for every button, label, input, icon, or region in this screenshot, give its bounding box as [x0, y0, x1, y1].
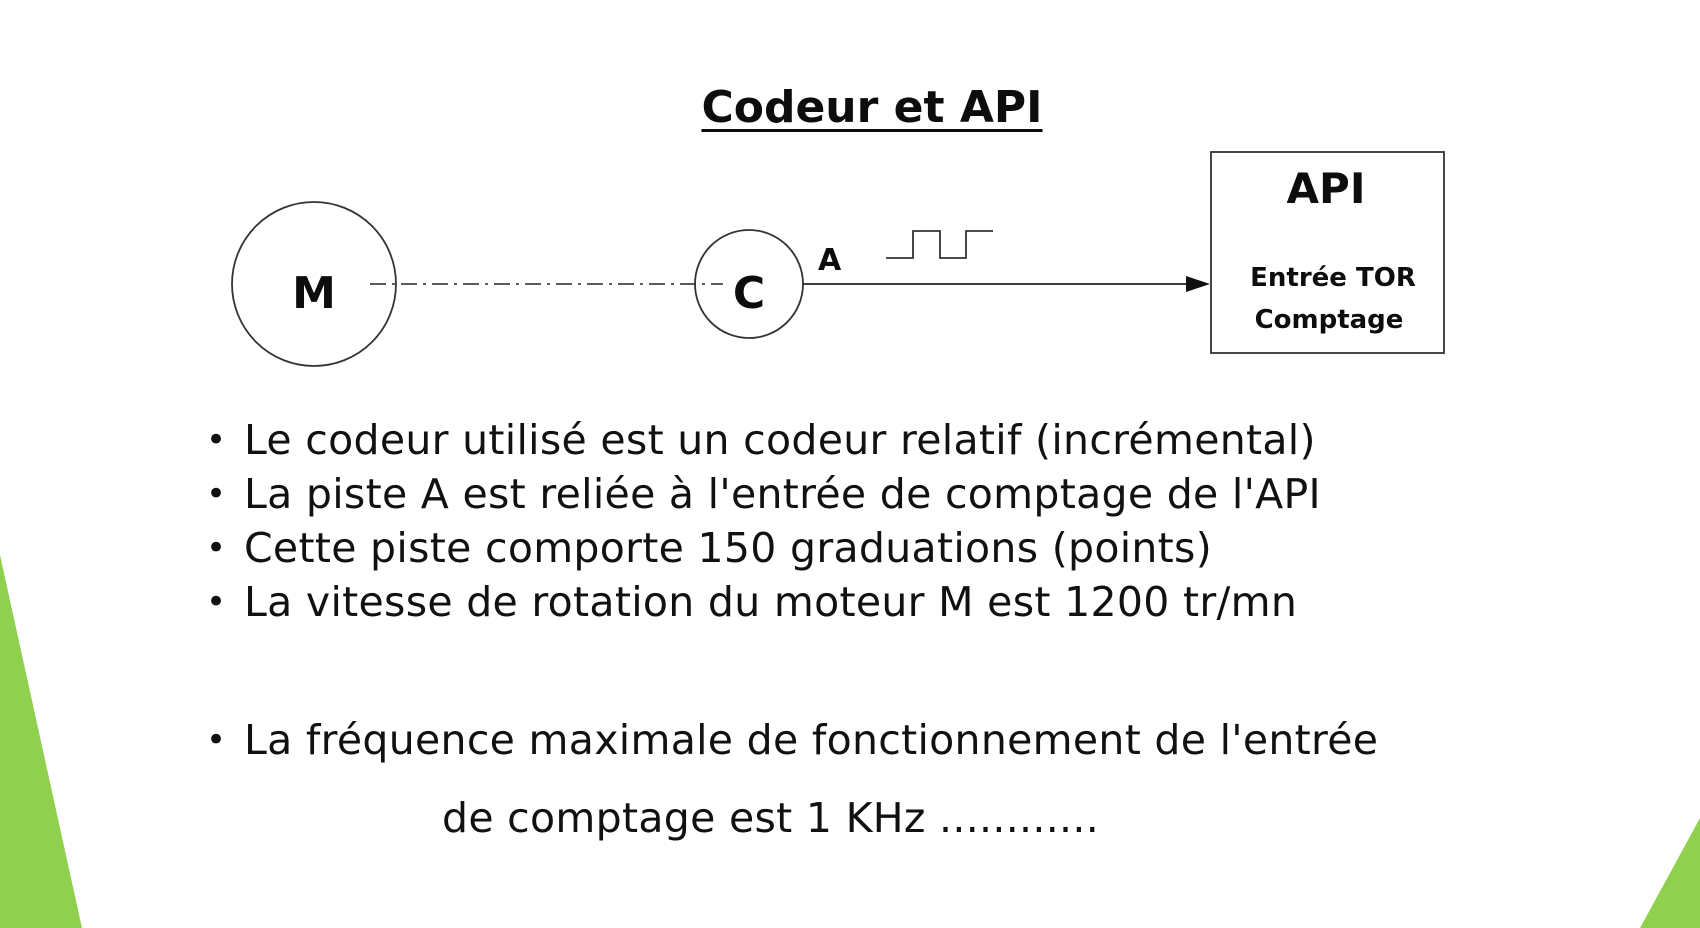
api-input-line2: Comptage — [1254, 305, 1404, 335]
bullet-item: • Cette piste comporte 150 graduations (points) — [206, 521, 1321, 575]
api-input-line1: Entrée TOR — [1250, 263, 1416, 293]
conclusion-bullet — [206, 713, 1378, 845]
track-a-label: A — [818, 243, 842, 278]
decor-triangle-left — [0, 555, 82, 928]
motor-label: M — [292, 268, 336, 319]
bullet-item: • La piste A est reliée à l'entrée de comptage de l'API — [206, 467, 1321, 521]
pulse-waveform-icon — [886, 231, 993, 258]
conclusion-line1: La fréquence maximale de fonctionnement de l'entrée — [244, 716, 1379, 764]
conclusion-line2: de comptage est 1 KHz ............ — [442, 794, 1100, 842]
decor-triangle-right — [1640, 818, 1700, 928]
bullet-list — [206, 413, 1321, 629]
api-title: API — [1286, 164, 1366, 213]
bullet-item: • Le codeur utilisé est un codeur relatif (incrémental) — [206, 413, 1321, 467]
signal-arrow-head — [1186, 276, 1210, 292]
bullet-item: • La vitesse de rotation du moteur M est 1200 tr/mn — [206, 575, 1321, 629]
conclusion-item — [206, 713, 1378, 767]
encoder-label: C — [732, 268, 766, 319]
slide-title: Codeur et API — [701, 82, 1043, 133]
